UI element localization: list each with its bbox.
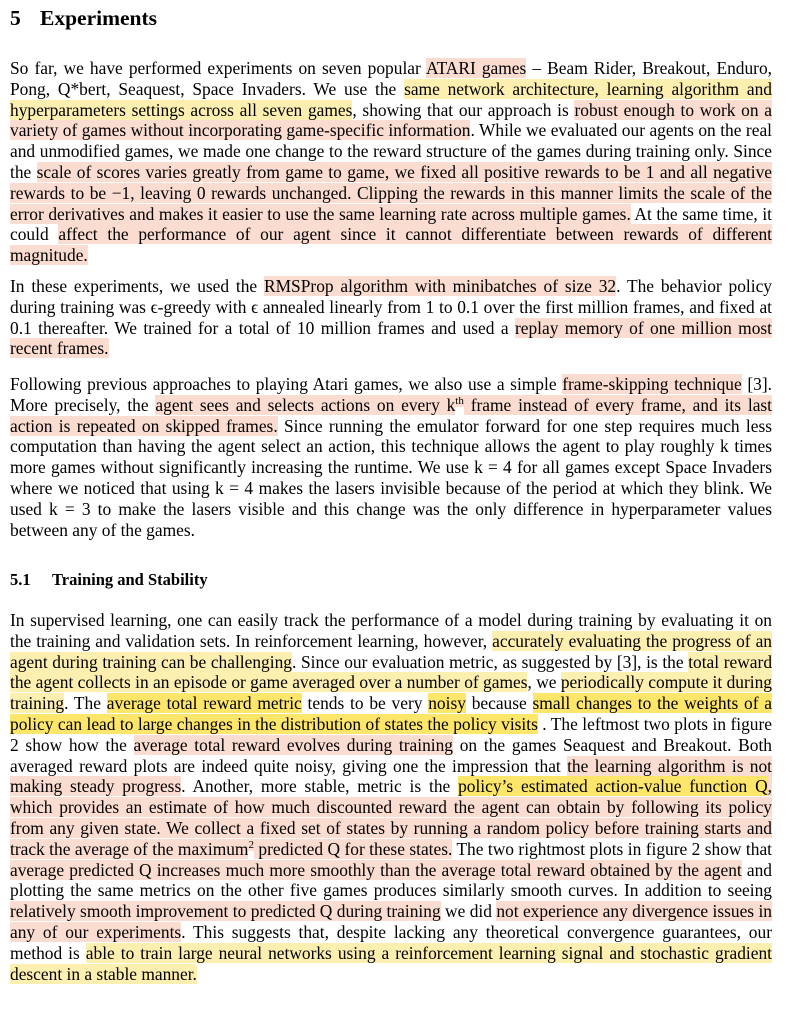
highlighted-text: accurately evaluating the progress of an agent during training can be challenging: [10, 630, 772, 672]
highlighted-text: 2: [248, 838, 254, 851]
text-segment: . The behavior policy during training was ϵ-greedy with ϵ annealed linearly from 1 to 0.1 over the first million frames, and fixed at 0.1 thereafter. We trained for a total of 10 million frames and used a: [10, 276, 773, 338]
highlighted-text: periodically compute it during training: [10, 672, 772, 714]
highlighted-text: noisy: [428, 693, 466, 714]
text-segment: we did: [440, 901, 497, 922]
text-segment: . This suggests that, despite lacking any theoretical convergence guarantees, our method is: [10, 921, 772, 963]
highlighted-text: policy’s estimated action-value function Q: [458, 776, 768, 797]
highlighted-text: robust enough to work on a variety of games without incorporating game-specific information: [10, 99, 772, 141]
text-segment: , showing that our approach is: [352, 99, 575, 120]
highlighted-text: ATARI games: [425, 58, 527, 78]
text-segment: . Since our evaluation metric, as suggested by [3], is the: [291, 651, 689, 672]
highlighted-text: replay memory of one million most recent frames.: [10, 317, 772, 359]
text-segment: and plotting the same metrics on the other five games produces similarly smooth curves. In addition to seeing: [10, 859, 772, 901]
highlighted-text: relatively smooth improvement to predicted Q during training: [10, 901, 441, 922]
text-segment: . The leftmost two plots in figure 2 show how the: [10, 713, 772, 755]
highlighted-text: frame instead of every frame, and its last action is repeated on skipped frames.: [10, 394, 773, 436]
section-title: Experiments: [40, 6, 158, 30]
text-segment: In supervised learning, one can easily track the performance of a model during training by evaluating it on the training and validation sets. In reinforcement learning, however,: [10, 610, 772, 651]
text-segment: on the games Seaquest and Breakout. Both averaged reward plots are indeed quite noisy, giving one the impression that: [10, 734, 773, 776]
text-segment: In these experiments, we used the: [10, 276, 264, 296]
text-segment: Since running the emulator forward for one step requires much less computation than having the agent select an action, this technique allows the agent to play roughly k times more games without significantly increasing the runtime. We use k = 4 for all games except Space Invaders where we noticed that using k = 4 makes the lasers invisible because of the period at which they blink. We used k = 3 to make the lasers visible and this change was the only difference in hyperparameter values between any of the games.: [10, 415, 773, 540]
highlighted-text: th: [455, 395, 464, 407]
text-segment: At the same time, it could: [10, 203, 772, 245]
text-segment: So far, we have performed experiments on seven popular: [10, 58, 426, 78]
text-segment: . Another, more stable, metric is the: [181, 776, 459, 797]
text-segment: , we: [527, 672, 561, 693]
subsection-number: 5.1: [10, 570, 31, 589]
highlighted-text: RMSProp algorithm with minibatches of size 32: [264, 276, 617, 296]
text-segment: The two rightmost plots in figure 2 show that: [452, 838, 772, 859]
text-segment: tends to be very: [301, 693, 429, 714]
text-segment: [3]. More precisely, the: [10, 374, 772, 415]
text-segment: . While we evaluated our agents on the real and unmodified games, we made one change to the reward structure of the games during training only. Since the: [10, 120, 772, 182]
highlighted-text: predicted Q for these states.: [253, 838, 453, 859]
highlighted-text: total reward the agent collects in an episode or game averaged over a number of games: [10, 651, 773, 693]
highlighted-text: able to train large neural networks using a reinforcement learning signal and stochastic gradient descent in a stable manner.: [10, 942, 772, 984]
text-segment: – Beam Rider, Breakout, Enduro, Pong, Q*bert, Seaquest, Space Invaders. We use the: [10, 58, 772, 99]
highlighted-text: not experience any divergence issues in any of our experiments: [10, 901, 772, 942]
text-segment: because: [465, 693, 533, 714]
highlighted-text: frame-skipping technique: [562, 374, 742, 394]
highlighted-text: , which provides an estimate of how much discounted reward the agent can obtain by following its policy from any given state. We collect a fixed set of states by running a random policy before training starts and track the average of the maximum: [10, 776, 772, 859]
paragraph-training-setup: [10, 276, 772, 359]
text-segment: Following previous approaches to playing Atari games, we also use a simple: [10, 374, 563, 394]
text-segment: . The: [64, 693, 107, 714]
paragraph-training-stability: [10, 610, 772, 984]
paragraph-frame-skipping: [10, 374, 772, 540]
highlighted-text: average total reward evolves during training: [133, 734, 454, 755]
highlighted-text: average predicted Q increases much more smoothly than the average total reward obtained by the agent: [10, 859, 742, 880]
paragraph-datasets: [10, 58, 772, 266]
subsection-title: Training and Stability: [52, 570, 208, 589]
highlighted-text: scale of scores varies greatly from game to game, we fixed all positive rewards to be 1 and all negative rewards to be −1, leaving 0 rewards unchanged. Clipping the rewards in this manner limits the scale of the error derivatives and makes it easier to use the same learning rate across multiple games.: [10, 161, 773, 224]
highlighted-text: the learning algorithm is not making steady progress: [10, 755, 772, 797]
section-heading: [10, 4, 157, 32]
highlighted-text: agent sees and selects actions on every k: [155, 394, 456, 415]
highlighted-text: average total reward metric: [106, 693, 302, 714]
subsection-heading: [10, 568, 208, 592]
section-number: 5: [10, 6, 21, 30]
highlighted-text: affect the performance of our agent since it cannot differentiate between rewards of different magnitude.: [10, 224, 772, 266]
highlighted-text: small changes to the weights of a policy can lead to large changes in the distribution of states the policy visits: [10, 693, 773, 734]
highlighted-text: same network architecture, learning algorithm and hyperparameters settings across all seven games: [10, 78, 772, 120]
